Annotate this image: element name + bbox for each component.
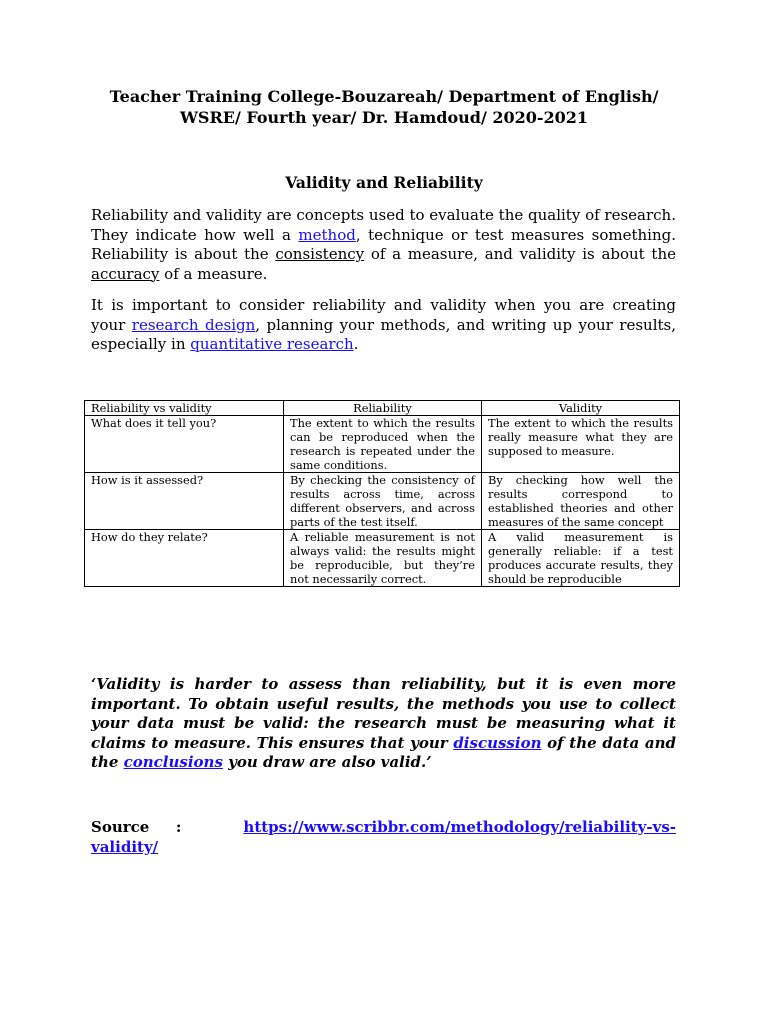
source-line bbox=[91, 818, 676, 857]
table-header-row bbox=[85, 401, 680, 416]
table-row bbox=[85, 530, 680, 587]
table-cell: The extent to which the results can be reproduced when the research is repeated under the same conditions. bbox=[284, 416, 482, 473]
header-line-1: Teacher Training College-Bouzareah/ Department of English/ bbox=[109, 87, 659, 106]
table-header-cell: Reliability vs validity bbox=[85, 401, 284, 416]
document-title: Validity and Reliability bbox=[285, 173, 483, 192]
paragraph-intro bbox=[91, 206, 676, 284]
link-research-design[interactable]: research design bbox=[131, 315, 256, 334]
text: of a measure, and validity is about the bbox=[364, 245, 676, 263]
comparison-table bbox=[84, 400, 680, 587]
table-cell: A valid measurement is generally reliable: if a test produces accurate results, they should be reproducible bbox=[482, 530, 680, 587]
table-cell: By checking the consistency of results across time, across different observers, and across parts of the test itself. bbox=[284, 473, 482, 530]
text: , planning your methods, and writing up your results, especially in bbox=[91, 315, 676, 353]
table-header-cell: Validity bbox=[482, 401, 680, 416]
underlined-accuracy: accuracy bbox=[91, 264, 160, 283]
text: of the data and the bbox=[91, 733, 676, 771]
link-conclusions[interactable]: conclusions bbox=[123, 753, 223, 771]
link-discussion[interactable]: discussion bbox=[453, 733, 542, 752]
text: . bbox=[353, 335, 359, 353]
paragraph-importance bbox=[91, 296, 676, 355]
table-cell: The extent to which the results really measure what they are supposed to measure. bbox=[482, 416, 680, 473]
table-cell: How is it assessed? bbox=[85, 473, 284, 530]
text: , technique or test measures something. Reliability is about the bbox=[91, 225, 677, 263]
header-line-2: WSRE/ Fourth year/ Dr. Hamdoud/ 2020-2021 bbox=[179, 108, 589, 127]
table-cell: How do they relate? bbox=[85, 530, 284, 587]
table-cell: By checking how well the results correspond to established theories and other measures of the same concept bbox=[482, 473, 680, 530]
table-row bbox=[85, 416, 680, 473]
table-header-cell: Reliability bbox=[284, 401, 482, 416]
quote-paragraph bbox=[91, 675, 676, 773]
source-label: Source : bbox=[91, 818, 182, 836]
text: of a measure. bbox=[159, 264, 268, 283]
link-quantitative-research[interactable]: quantitative research bbox=[190, 335, 354, 353]
table-cell: What does it tell you? bbox=[85, 416, 284, 473]
text: Reliability and validity are concepts used to evaluate the quality of research. They indicate how well a bbox=[91, 206, 676, 244]
text: It is important to consider reliability and validity when you are creating your bbox=[91, 296, 676, 334]
source-link[interactable]: https://www.scribbr.com/methodology/reliability-vs-validity/ bbox=[91, 818, 676, 856]
table-cell: A reliable measurement is not always valid: the results might be reproducible, but they’re not necessarily correct. bbox=[284, 530, 482, 587]
table-row bbox=[85, 473, 680, 530]
link-method[interactable]: method bbox=[298, 225, 356, 244]
text: ‘Validity is harder to assess than reliability, but it is even more important. To obtain useful results, the methods you use to collect your data must be valid: the research must be measuring what it claims to measure. This ensures that your bbox=[91, 675, 676, 752]
text: you draw are also valid.’ bbox=[222, 753, 432, 771]
document-header bbox=[60, 86, 708, 128]
underlined-consistency: consistency bbox=[275, 245, 365, 263]
